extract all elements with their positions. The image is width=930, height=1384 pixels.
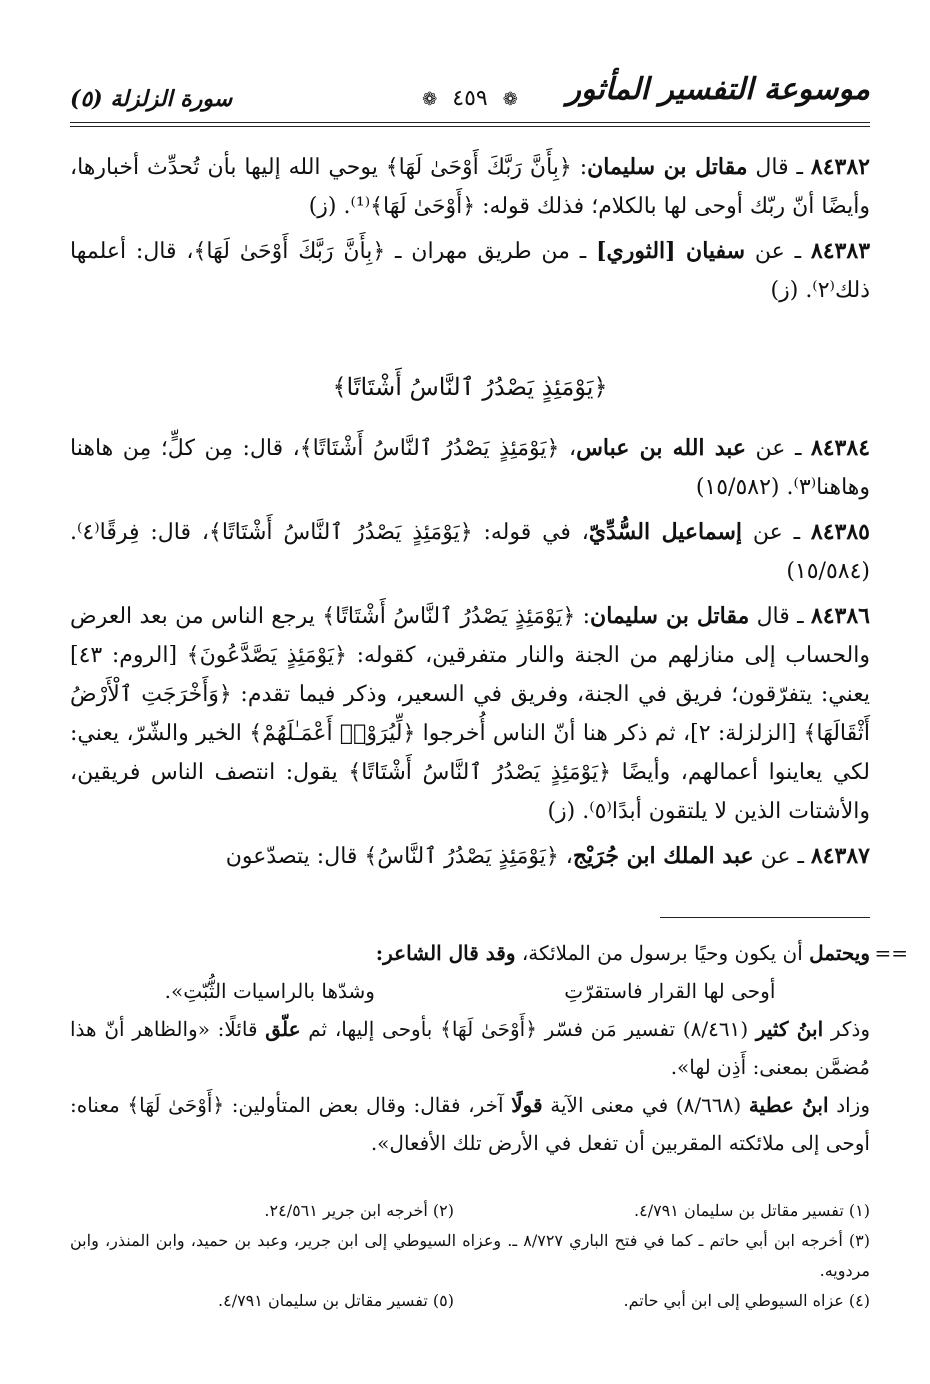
narration-prefix: ـ عن	[746, 436, 811, 461]
commentary-text: قائلًا: «والظاهر أنّ هذا مُضمَّن بمعنى: أَذِن لها».	[70, 1017, 870, 1079]
narration-text: : ﴿بِأَنَّ رَبَّكَ أَوْحَىٰ لَهَا﴾ يوحي الله إليها بأن تُحدِّث أخبارها، وأيضًا أنّ ربّك أوحى لها بالكلام؛ فذلك قوله: ﴿أَوْحَىٰ لَهَا﴾⁽¹⁾. (ز)	[70, 155, 870, 219]
commentary-text: (٨/٦٦٨) في معنى الآية	[542, 1093, 749, 1117]
ayah-heading: ﴿يَوْمَئِذٍ يَصْدُرُ ٱلنَّاسُ أَشْتَاتًا﴾	[332, 373, 608, 401]
footnote-3: (٣) أخرجه ابن أبي حاتم ـ كما في فتح الباري ٨/٧٢٧ ـ. وعزاه السيوطي إلى ابن جرير، وعبد بن حميد، وابن المنذر، وابن مردويه.	[70, 1231, 871, 1280]
footnote-4: (٤) عزاه السيوطي إلى ابن أبي حاتم.	[623, 1291, 870, 1310]
commentary-notes	[70, 934, 908, 1162]
footnote-row	[70, 1286, 870, 1316]
book-title: موسوعة التفسير المأثور	[566, 72, 870, 107]
narrator-name: عبد الملك ابن جُرَيْج	[572, 843, 754, 869]
footnote-references	[70, 1196, 870, 1316]
narration-prefix: ـ قال	[749, 604, 811, 629]
commentary-bold: قولًا	[511, 1093, 543, 1117]
commentary-text: (٨/٤٦١) تفسير مَن فسّر ﴿أَوْحَىٰ لَهَا﴾ بأوحى إليها، ثم	[300, 1017, 756, 1041]
narration-number: ٨٤٣٨٤	[810, 435, 871, 461]
commentary-bold: علّق	[265, 1017, 301, 1041]
commentary-text: آخر، فقال: وقال بعض المتأولين: ﴿أَوْحَىٰ لَهَا﴾ معناه: أوحى إلى ملائكته المقربين أن تفعل في الأرض تلك الأفعال».	[70, 1093, 870, 1155]
narrator-name: مقاتل بن سليمان	[587, 154, 748, 180]
narration-paragraph	[70, 597, 870, 831]
continuation-mark: ==	[874, 941, 908, 965]
page-number: ٤٥٩	[452, 86, 488, 111]
commentary-text: أن يكون وحيًا برسول من الملائكة،	[515, 941, 810, 965]
narration-text: : ﴿يَوْمَئِذٍ يَصْدُرُ ٱلنَّاسُ أَشْتَاتًا﴾ يرجع الناس من بعد العرض والحساب إلى منازلهم من الجنة والنار متفرقين، كقوله: ﴿يَوْمَئِذٍ يَصَّدَّعُونَ﴾ [الروم: ٤٣] يعني: يتفرّقون؛ فريق في الجنة، وفريق في السعير، وذكر فيما تقدم: ﴿وَأَخْرَجَتِ ٱلْأَرْضُ أَثْقَالَهَا﴾ [الزلزلة: ٢]، ثم ذكر هنا أنّ الناس أُخرجوا ﴿لِّيُرَوْا۟ أَعْمَـٰلَهُمْ﴾ الخير والشّرّ، يعني: لكي يعاينوا أعمالهم، وأيضًا ﴿يَوْمَئِذٍ يَصْدُرُ ٱلنَّاسُ أَشْتَاتًا﴾ يقول: انتصف الناس فريقين، والأشتات الذين لا يلتقون أبدًا⁽٥⁾. (ز)	[70, 604, 870, 824]
narration-paragraph	[70, 837, 870, 876]
page-header	[70, 72, 870, 122]
narration-paragraph	[70, 429, 870, 507]
narrator-name: سفيان [الثوري]	[596, 238, 746, 264]
header-divider	[70, 122, 870, 123]
commentary-bold: وقد قال الشاعر:	[375, 941, 516, 965]
narration-text: ـ من طريق مهران ـ ﴿بِأَنَّ رَبَّكَ أَوْحَىٰ لَهَا﴾، قال: أعلمها ذلك⁽٢⁾. (ز)	[70, 239, 870, 303]
narration-text: ، ﴿يَوْمَئِذٍ يَصْدُرُ ٱلنَّاسُ﴾ قال: يتصدّعون	[225, 844, 573, 869]
narration-paragraph	[70, 232, 870, 310]
scholar-name: ابنُ كثير	[755, 1017, 824, 1041]
poem-verse	[70, 972, 870, 1010]
commentary-text: وذكر	[823, 1017, 871, 1041]
narration-text: ، في قوله: ﴿يَوْمَئِذٍ يَصْدُرُ ٱلنَّاسُ أَشْتَاتًا﴾، قال: فِرقًا⁽٤⁾. (١٥/٥٨٤)	[70, 520, 870, 584]
narrator-name: عبد الله بن عباس	[576, 435, 747, 461]
footnote-5: (٥) تفسير مقاتل بن سليمان ٤/٧٩١.	[218, 1291, 454, 1310]
narration-number: ٨٤٣٨٢	[810, 154, 870, 180]
narration-text: ، ﴿يَوْمَئِذٍ يَصْدُرُ ٱلنَّاسُ أَشْتَاتًا﴾، قال: مِن كلٍّ؛ مِن هاهنا وهاهنا⁽٣⁾. (١٥/٥٨٢)	[70, 436, 870, 500]
narrator-name: مقاتل بن سليمان	[590, 603, 750, 629]
commentary-paragraph	[70, 934, 908, 972]
narration-paragraph	[70, 513, 870, 591]
page-number-block	[414, 86, 526, 111]
narration-number: ٨٤٣٨٧	[810, 843, 870, 869]
footnote-1: (١) تفسير مقاتل بن سليمان ٤/٧٩١.	[634, 1201, 870, 1220]
main-text	[70, 148, 870, 882]
commentary-text: وزاد	[828, 1093, 870, 1117]
ornament-icon: ❁	[502, 89, 518, 110]
narration-prefix: ـ قال	[747, 155, 811, 180]
narration-prefix: ـ عن	[742, 520, 811, 545]
footnote-row	[70, 1196, 870, 1226]
narration-number: ٨٤٣٨٣	[810, 238, 871, 264]
narration-paragraph	[70, 148, 870, 226]
poem-hemistich-right: أوحى لها القرار فاستقرّتِ	[564, 979, 776, 1003]
footnote-divider	[660, 917, 870, 918]
scholar-name: ابنُ عطية	[748, 1093, 829, 1117]
surah-label: سورة الزلزلة (٥)	[70, 86, 233, 112]
narrator-name: إسماعيل السُّدِّيّ	[588, 519, 743, 545]
narration-prefix: ـ عن	[753, 844, 811, 869]
narration-number: ٨٤٣٨٥	[810, 519, 870, 545]
poem-hemistich-left: وشدّها بالراسيات الثُّبّتِ».	[164, 979, 375, 1003]
footnote-2: (٢) أخرجه ابن جرير ٢٤/٥٦١.	[264, 1201, 454, 1220]
commentary-bold: ويحتمل	[809, 941, 870, 965]
narration-number: ٨٤٣٨٦	[810, 603, 870, 629]
ornament-icon: ❁	[422, 89, 438, 110]
commentary-paragraph	[70, 1010, 870, 1086]
narration-prefix: ـ عن	[745, 239, 811, 264]
header-divider	[70, 126, 870, 127]
commentary-paragraph	[70, 1086, 870, 1162]
